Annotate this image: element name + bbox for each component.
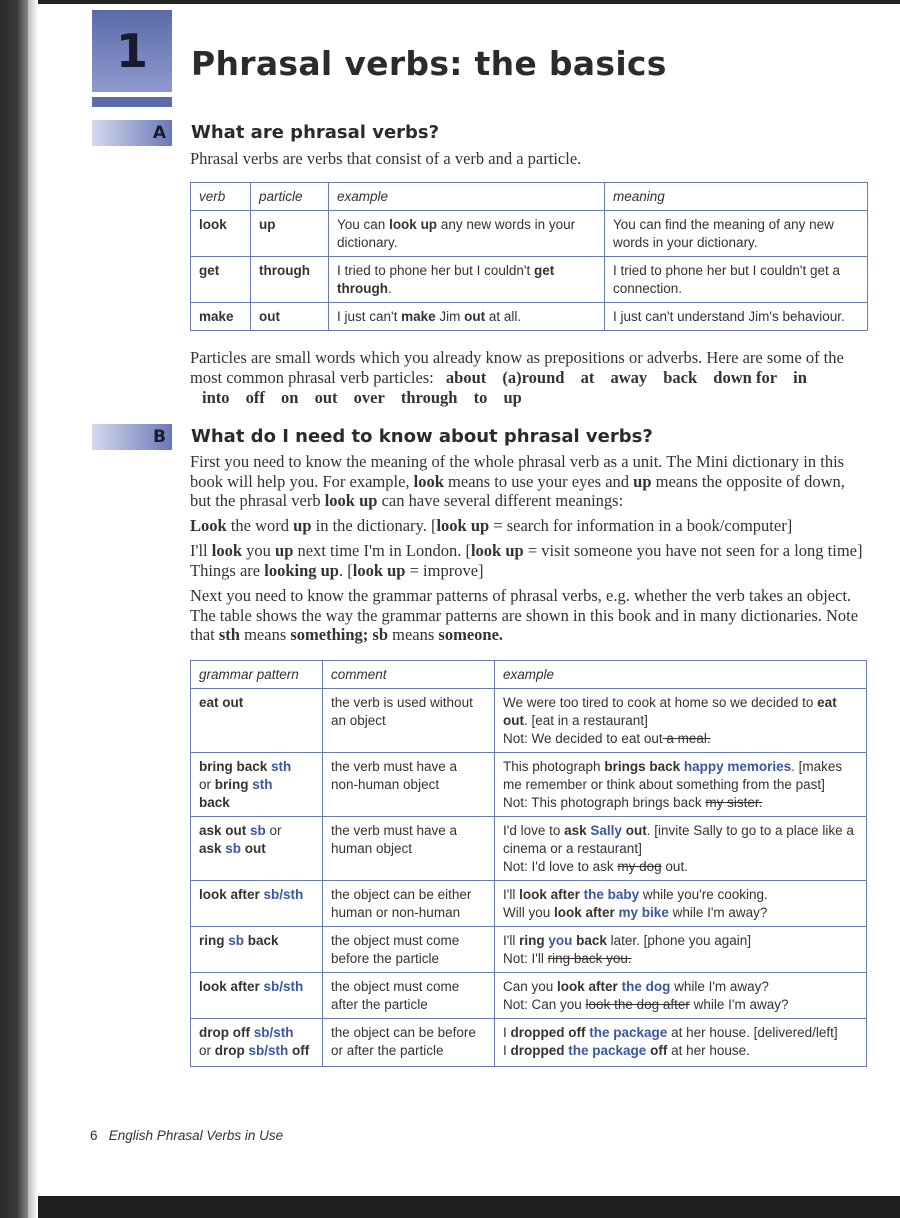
object-marker: sb/sth: [248, 1043, 289, 1058]
text: Can you: [503, 979, 558, 994]
cell-pattern: [191, 881, 323, 927]
text: drop off: [199, 1025, 254, 1040]
text: at all.: [485, 309, 522, 324]
text: Next you need to know the grammar patterns of phrasal verbs, e.g. whether the verb takes an object. The table shows the way the grammar patterns are shown in this book and in many dictionaries. Note that: [190, 586, 859, 644]
struck-text: look the dog after: [585, 997, 690, 1012]
struck-text: ring back you.: [547, 951, 632, 966]
cell-example: [495, 1019, 867, 1067]
particle: to: [473, 388, 488, 407]
unit-number: 1: [115, 24, 148, 78]
particles-intro: Particles are small words which you already know as prepositions or adverbs. Here are some of the most common phrasal verb particles:: [190, 348, 844, 387]
text: ask out: [199, 823, 251, 838]
cell-comment: the object must come before the particle: [323, 927, 495, 973]
particle: into: [202, 388, 230, 407]
text: I'd love to: [503, 823, 565, 838]
object-marker: sb/sth: [263, 979, 304, 994]
keyword: up: [633, 471, 652, 491]
particle: in: [793, 368, 807, 387]
unit-underline-bar: [92, 97, 172, 107]
text: = improve]: [405, 560, 484, 580]
header-comment: comment: [323, 661, 495, 689]
cell-example: [495, 753, 867, 817]
section-a-tab: [92, 120, 172, 146]
particle: about: [445, 368, 487, 387]
keyword: dropped off: [510, 1025, 586, 1040]
text: ask: [199, 841, 226, 856]
cell-verb: make: [191, 303, 251, 331]
object-marker: sb: [225, 841, 242, 856]
header-meaning: meaning: [605, 183, 868, 211]
table-row: [191, 689, 867, 753]
object-marker: sb/sth: [253, 1025, 294, 1040]
text: bring: [214, 777, 253, 792]
object-text: happy memories: [683, 759, 792, 774]
cell-particle: out: [251, 303, 329, 331]
header-particle: particle: [251, 183, 329, 211]
keyword: brings back: [604, 759, 681, 774]
cell-pattern: [191, 973, 323, 1019]
table-row: [191, 927, 867, 973]
text: look after: [199, 979, 264, 994]
text: while I'm away?: [689, 997, 789, 1012]
text: = search for information in a book/computer]: [489, 516, 793, 535]
text: look after: [199, 887, 264, 902]
object-marker: sb/sth: [263, 887, 304, 902]
cell-meaning: I just can't understand Jim's behaviour.: [605, 303, 868, 331]
text: next time I'm in London. [: [293, 541, 471, 560]
cell-comment: the object can be either human or non-human: [323, 881, 495, 927]
object-text: the package: [589, 1025, 668, 1040]
not-text: Not: I'll: [503, 951, 548, 966]
cell-comment: the verb must have a human object: [323, 817, 495, 881]
cell-comment: the verb is used without an object: [323, 689, 495, 753]
keyword: look: [211, 541, 243, 560]
cell-example: [329, 211, 605, 257]
page-footer: [90, 1128, 283, 1143]
text: or: [199, 1043, 212, 1058]
keyword: up: [293, 516, 312, 535]
unit-number-box: [92, 10, 172, 92]
text: means the opposite of down, but the phrasal verb: [190, 471, 845, 510]
particles-paragraph: [190, 348, 850, 408]
text: out.: [661, 859, 688, 874]
object-text: the dog: [621, 979, 671, 994]
keyword: ring: [519, 933, 545, 948]
scan-edge-top: [0, 0, 900, 4]
keyword: look up: [352, 560, 406, 580]
page-title: Phrasal verbs: the basics: [191, 44, 667, 83]
keyword: get through: [337, 263, 555, 296]
text: or: [199, 777, 212, 792]
text: back: [199, 795, 230, 810]
table-row: [191, 257, 868, 303]
example-sentence-1: [190, 516, 870, 536]
keyword: look up: [324, 491, 378, 510]
particle: at: [580, 368, 595, 387]
particle: over: [353, 388, 385, 407]
keyword: off: [650, 1043, 668, 1058]
keyword: out: [625, 823, 647, 838]
keyword: look: [413, 471, 444, 491]
text: means: [388, 625, 439, 644]
cell-meaning: I tried to phone her but I couldn't get a connection.: [605, 257, 868, 303]
scan-edge-bottom: [38, 1196, 900, 1218]
object-text: the baby: [583, 887, 640, 902]
particle: back: [663, 368, 698, 387]
text: First you need to know the meaning of the whole phrasal verb as a unit. The Mini dictionary in this book will help you. For example,: [190, 452, 845, 491]
section-a-heading: What are phrasal verbs?: [191, 122, 440, 143]
particle: through: [400, 388, 458, 407]
text: . [invite Sally to go to a place like a cinema or a restaurant]: [503, 823, 854, 856]
text: or: [269, 823, 282, 838]
text: while I'm away?: [668, 905, 768, 920]
cell-comment: the object can be before or after the particle: [323, 1019, 495, 1067]
cell-example: [495, 689, 867, 753]
text: means: [239, 625, 291, 644]
text: I'll: [503, 887, 520, 902]
struck-text: my sister.: [705, 795, 763, 810]
object-marker: sb: [250, 823, 266, 838]
text: I'll: [503, 933, 520, 948]
cell-example: [495, 881, 867, 927]
text: later. [phone you again]: [606, 933, 752, 948]
scan-edge-left-shadow: [28, 0, 38, 1218]
cell-meaning: You can find the meaning of any new words in your dictionary.: [605, 211, 868, 257]
not-text: Not: We decided to eat out: [503, 731, 663, 746]
text: You can: [337, 217, 390, 232]
text: bring back: [199, 759, 272, 774]
object-marker: sth: [252, 777, 273, 792]
header-example: example: [495, 661, 867, 689]
header-example: example: [329, 183, 605, 211]
keyword: sth: [218, 625, 240, 644]
text: I: [503, 1043, 511, 1058]
particle: down: [713, 368, 752, 387]
cell-pattern: [191, 927, 323, 973]
particle: (a)round: [502, 368, 565, 387]
keyword: someone.: [438, 625, 504, 644]
text: .: [387, 281, 392, 296]
section-b-paragraph-2: [190, 586, 870, 645]
keyword: look after: [554, 905, 615, 920]
book-title: English Phrasal Verbs in Use: [108, 1128, 284, 1143]
cell-pattern: [191, 1019, 323, 1067]
cell-example: [495, 927, 867, 973]
page-number: 6: [90, 1128, 98, 1143]
table-row: [191, 881, 867, 927]
cell-example: [329, 257, 605, 303]
text: out: [241, 841, 266, 856]
keyword: looking up: [264, 560, 339, 580]
table-row: [191, 753, 867, 817]
table-row: [191, 817, 867, 881]
section-b-heading: What do I need to know about phrasal verbs?: [191, 426, 653, 447]
text: in the dictionary. [: [311, 516, 437, 535]
text: = visit someone you have not seen for a long time] Things are: [190, 541, 863, 580]
keyword: eat out: [503, 695, 837, 728]
table-row: [191, 973, 867, 1019]
text: you: [242, 541, 276, 560]
grammar-pattern-table: [190, 660, 867, 1067]
text: at her house. [delivered/left]: [667, 1025, 838, 1040]
text: This photograph: [503, 759, 605, 774]
table-row: [191, 1019, 867, 1067]
text: means to use your eyes and: [443, 471, 634, 491]
text: . [makes me remember or think about something from the past]: [503, 759, 843, 792]
cell-example: [495, 817, 867, 881]
text: while you're cooking.: [639, 887, 768, 902]
keyword: look up: [470, 541, 524, 560]
text: I tried to phone her but I couldn't: [337, 263, 534, 278]
section-a-intro: Phrasal verbs are verbs that consist of a verb and a particle.: [190, 149, 582, 168]
keyword: Look: [190, 516, 227, 535]
cell-pattern: [191, 753, 323, 817]
text: off: [288, 1043, 310, 1058]
cell-verb: look: [191, 211, 251, 257]
keyword: ask: [564, 823, 587, 838]
keyword: look after: [519, 887, 580, 902]
particle: for: [755, 368, 778, 387]
object-text: Sally: [590, 823, 622, 838]
struck-text: a meal.: [662, 731, 711, 746]
keyword: back: [576, 933, 607, 948]
object-text: you: [548, 933, 573, 948]
scan-edge-left: [0, 0, 28, 1218]
cell-pattern: [191, 689, 323, 753]
text: I'll: [190, 541, 212, 560]
text: ring: [199, 933, 229, 948]
text: . [eat in a restaurant]: [524, 713, 648, 728]
section-b-tab: [92, 424, 172, 450]
keyword: dropped: [510, 1043, 565, 1058]
table-row: [191, 211, 868, 257]
section-b-paragraph-1: [190, 452, 870, 511]
cell-particle: up: [251, 211, 329, 257]
cell-verb: get: [191, 257, 251, 303]
keyword: look after: [557, 979, 618, 994]
section-a-letter: A: [152, 123, 166, 143]
keyword: up: [275, 541, 294, 560]
particle-table: [190, 182, 868, 331]
pattern-text: eat out: [199, 695, 244, 710]
not-text: Not: This photograph brings back: [503, 795, 706, 810]
example-sentence-2: [190, 541, 870, 580]
text: back: [244, 933, 279, 948]
object-marker: sb: [228, 933, 245, 948]
cell-comment: the object must come after the particle: [323, 973, 495, 1019]
cell-particle: through: [251, 257, 329, 303]
text: I: [503, 1025, 511, 1040]
keyword: make: [401, 309, 436, 324]
particle: out: [314, 388, 338, 407]
keyword: look up: [389, 217, 438, 232]
header-verb: verb: [191, 183, 251, 211]
particle: up: [503, 388, 522, 407]
text: Jim: [435, 309, 465, 324]
keyword: something; sb: [290, 625, 389, 644]
section-b-letter: B: [153, 427, 166, 447]
cell-comment: the verb must have a non-human object: [323, 753, 495, 817]
object-text: my bike: [618, 905, 669, 920]
text: We were too tired to cook at home so we decided to: [503, 695, 818, 710]
text: the word: [226, 516, 294, 535]
cell-example: [495, 973, 867, 1019]
table-header-row: [191, 183, 868, 211]
cell-example: [329, 303, 605, 331]
text: at her house.: [667, 1043, 750, 1058]
object-marker: sth: [271, 759, 292, 774]
text: can have several different meanings:: [377, 491, 624, 510]
particle: off: [245, 388, 265, 407]
table-row: [191, 303, 868, 331]
not-text: Not: I'd love to ask: [503, 859, 618, 874]
text: drop: [214, 1043, 249, 1058]
object-text: the package: [568, 1043, 647, 1058]
text: . [: [338, 560, 353, 580]
not-text: Not: Can you: [503, 997, 586, 1012]
keyword: out: [464, 309, 486, 324]
text: while I'm away?: [670, 979, 769, 994]
struck-text: my dog: [617, 859, 662, 874]
keyword: look up: [436, 516, 490, 535]
table-header-row: [191, 661, 867, 689]
text: I just can't: [337, 309, 402, 324]
text: any new words in your dictionary.: [337, 217, 576, 250]
cell-pattern: [191, 817, 323, 881]
header-grammar-pattern: grammar pattern: [191, 661, 323, 689]
particle: on: [281, 388, 299, 407]
text: Will you: [503, 905, 555, 920]
particle: away: [610, 368, 648, 387]
